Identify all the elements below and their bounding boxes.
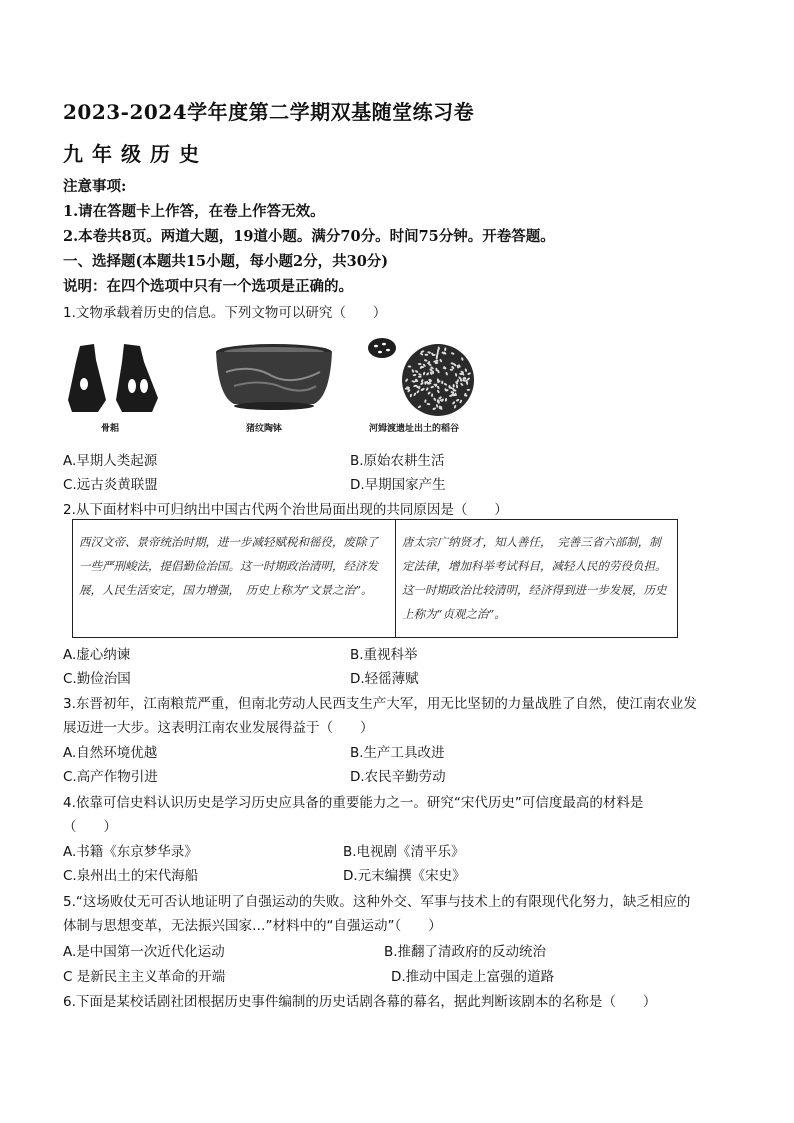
notes-heading: 注意事项: bbox=[63, 178, 127, 195]
note-item: 1.请在答题卡上作答，在卷上作答无效。 bbox=[63, 203, 325, 220]
q5-option-b[interactable]: B.推翻了清政府的反动统治 bbox=[384, 944, 547, 960]
exam-title: 2023-2024学年度第二学期双基随堂练习卷 bbox=[63, 100, 475, 124]
material-table bbox=[72, 519, 678, 638]
q3-option-b[interactable]: B.生产工具改进 bbox=[350, 745, 445, 761]
q3-option-d[interactable]: D.农民辛勤劳动 bbox=[350, 769, 446, 785]
q2-option-b[interactable]: B.重视科举 bbox=[350, 647, 418, 663]
question-5-stem: 体制与思想变革，无法振兴国家…”材料中的“自强运动”（ ） bbox=[63, 918, 442, 934]
material-zhenguan: 唐太宗广纳贤才，知人善任， 完善三省六部制，制定法律，增加科举考试科目，减轻人民的劳役负担。这一时期政治比较清明，经济得到进一步发展，历史上称为“贞观之治”。 bbox=[402, 535, 667, 621]
question-3-stem: 展迈进一大步。这表明江南农业发展得益于（ ） bbox=[63, 720, 374, 736]
q1-option-c[interactable]: C.远古炎黄联盟 bbox=[63, 477, 158, 493]
material-wenjing: 西汉文帝、景帝统治时期，进一步减轻赋税和徭役，废除了一些严刑峻法，提倡勤俭治国。这一时期政治清明，经济发展，人民生活安定，国力增强， 历史上称为“文景之治”。 bbox=[73, 520, 396, 637]
q5-option-c[interactable]: C 是新民主主义革命的开端 bbox=[63, 969, 226, 985]
question-1-stem: 1.文物承载着历史的信息。下列文物可以研究（ ） bbox=[63, 305, 387, 321]
q4-option-a[interactable]: A.书籍《东京梦华录》 bbox=[63, 844, 198, 860]
q4-option-c[interactable]: C.泉州出土的宋代海船 bbox=[63, 868, 199, 884]
q5-option-a[interactable]: A.是中国第一次近代化运动 bbox=[63, 944, 225, 960]
question-4-stem: （ ） bbox=[63, 819, 117, 835]
caption-rice-grains: 河姆渡遗址出土的稻谷 bbox=[369, 424, 460, 434]
q3-option-a[interactable]: A.自然环境优越 bbox=[63, 745, 158, 761]
question-2-stem: 2.从下面材料中可归纳出中国古代两个治世局面出现的共同原因是（ ） bbox=[63, 502, 508, 518]
note-item: 2.本卷共8页。两道大题，19道小题。满分70分。时间75分钟。开卷答题。 bbox=[63, 228, 555, 245]
q4-option-d[interactable]: D.元末编撰《宋史》 bbox=[343, 868, 466, 884]
q1-option-b[interactable]: B.原始农耕生活 bbox=[350, 453, 445, 469]
rice-grains-image bbox=[364, 330, 476, 420]
question-3-stem: 3.东晋初年，江南粮荒严重，但南北劳动人民西支生产大军，用无比坚韧的力量战胜了自然，使江南农业发 bbox=[63, 696, 697, 712]
section-instruction: 说明：在四个选项中只有一个选项是正确的。 bbox=[63, 278, 353, 295]
q5-option-d[interactable]: D.推动中国走上富强的道路 bbox=[391, 969, 555, 985]
q1-option-d[interactable]: D.早期国家产生 bbox=[350, 477, 446, 493]
q2-option-c[interactable]: C.勤俭治国 bbox=[63, 671, 131, 687]
q2-option-a[interactable]: A.虚心纳谏 bbox=[63, 647, 131, 663]
question-4-stem: 4.依靠可信史料认识历史是学习历史应具备的重要能力之一。研究“宋代历史”可信度最高的材料是 bbox=[63, 795, 644, 811]
bone-spade-image bbox=[66, 340, 162, 416]
question-5-stem: 5.“这场败仗无可否认地证明了自强运动的失败。这种外交、军事与技术上的有限现代化努力，缺乏相应的 bbox=[63, 894, 691, 910]
q3-option-c[interactable]: C.高产作物引进 bbox=[63, 769, 158, 785]
caption-pottery-bowl: 猪纹陶钵 bbox=[246, 424, 283, 434]
question-6-stem: 6.下面是某校话剧社团根据历史事件编制的历史话剧各幕的幕名，据此判断该剧本的名称是（ ） bbox=[63, 994, 657, 1010]
q2-option-d[interactable]: D.轻徭薄赋 bbox=[350, 671, 419, 687]
exam-subtitle: 九年级历史 bbox=[63, 142, 208, 166]
caption-bone-spade: 骨耜 bbox=[101, 424, 120, 434]
section-heading: 一、选择题(本题共15小题，每小题2分，共30分) bbox=[63, 253, 389, 270]
q1-option-a[interactable]: A.早期人类起源 bbox=[63, 453, 158, 469]
q4-option-b[interactable]: B.电视剧《清平乐》 bbox=[343, 844, 465, 860]
pottery-bowl-image bbox=[212, 342, 336, 412]
